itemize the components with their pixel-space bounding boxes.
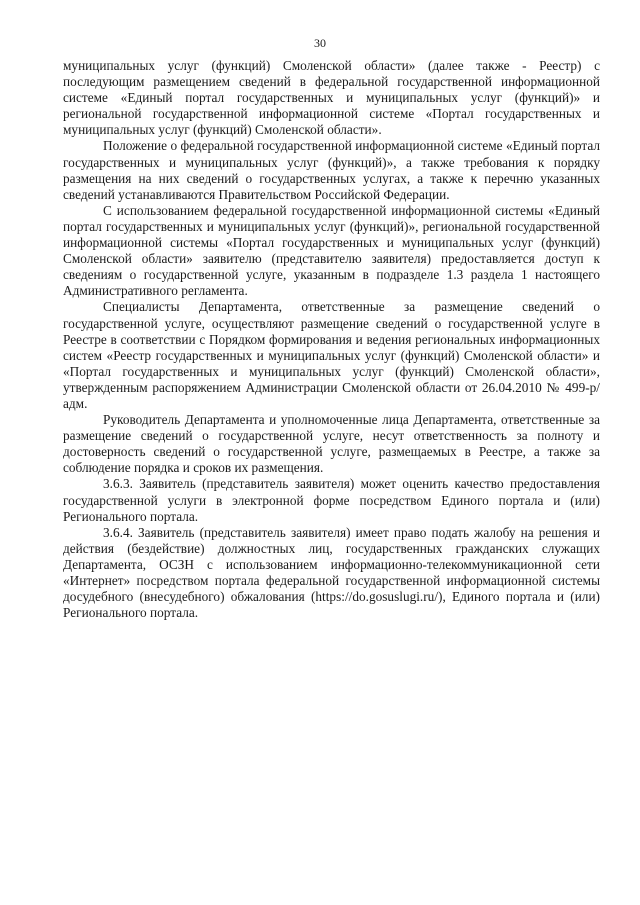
paragraph-continuation: муниципальных услуг (функций) Смоленской области» (далее также - Реестр) с последующим размещением сведений в федеральной государственной информационной системе «Единый портал государственных и муниципальных услуг (функций)» и региональной государственной информационной системе «Портал государственных и муниципальных услуг (функций) Смоленской области». [63, 58, 600, 138]
paragraph-head-responsibility: Руководитель Департамента и уполномоченные лица Департамента, ответственные за размещение сведений о государственной услуге, несут ответственность за полноту и достоверность сведений о государственной услуге, размещаемых в Реестре, а также за соблюдение порядка и сроков их размещения. [63, 412, 600, 476]
paragraph-portal-access: С использованием федеральной государственной информационной системы «Единый портал государственных и муниципальных услуг (функций)», региональной государственной информационной системы «Портал государственных и муниципальных услуг (функций) Смоленской области» заявителю (представителю заявителя) предоставляется доступ к сведениям о государственной услуге, указанным в подразделе 1.3 раздела 1 настоящего Административного регламента. [63, 202, 600, 299]
document-body [63, 58, 600, 621]
page-number: 30 [314, 36, 326, 50]
paragraph-department-specialists: Специалисты Департамента, ответственные за размещение сведений о государственной услуге, осуществляют размещение сведений о государственной услуге в Реестре в соответствии с Порядком формирования и ведения региональных информационных систем «Реестр государственных и муниципальных услуг (функций) Смоленской области» и «Портал государственных и муниципальных услуг (функций) Смоленской области», утвержденным распоряжением Администрации Смоленской области от 26.04.2010 № 499-р/адм. [63, 299, 600, 411]
paragraph-regulation-provision: Положение о федеральной государственной информационной системе «Единый портал государственных и муниципальных услуг (функций)», а также требования к порядку размещения на них сведений о государственных услугах, а также к перечню указанных сведений устанавливаются Правительством Российской Федерации. [63, 138, 600, 202]
paragraph-3-6-4: 3.6.4. Заявитель (представитель заявителя) имеет право подать жалобу на решения и действия (бездействие) должностных лиц, государственных гражданских служащих Департамента, ОСЗН с использованием информационно-телекоммуникационной сети «Интернет» посредством портала федеральной государственной информационной системы досудебного (внесудебного) обжалования (https://do.gosuslugi.ru/), Единого портала и (или) Регионального портала. [63, 524, 600, 621]
paragraph-3-6-3: 3.6.3. Заявитель (представитель заявителя) может оценить качество предоставления государственной услуги в электронной форме посредством Единого портала и (или) Регионального портала. [63, 476, 600, 524]
